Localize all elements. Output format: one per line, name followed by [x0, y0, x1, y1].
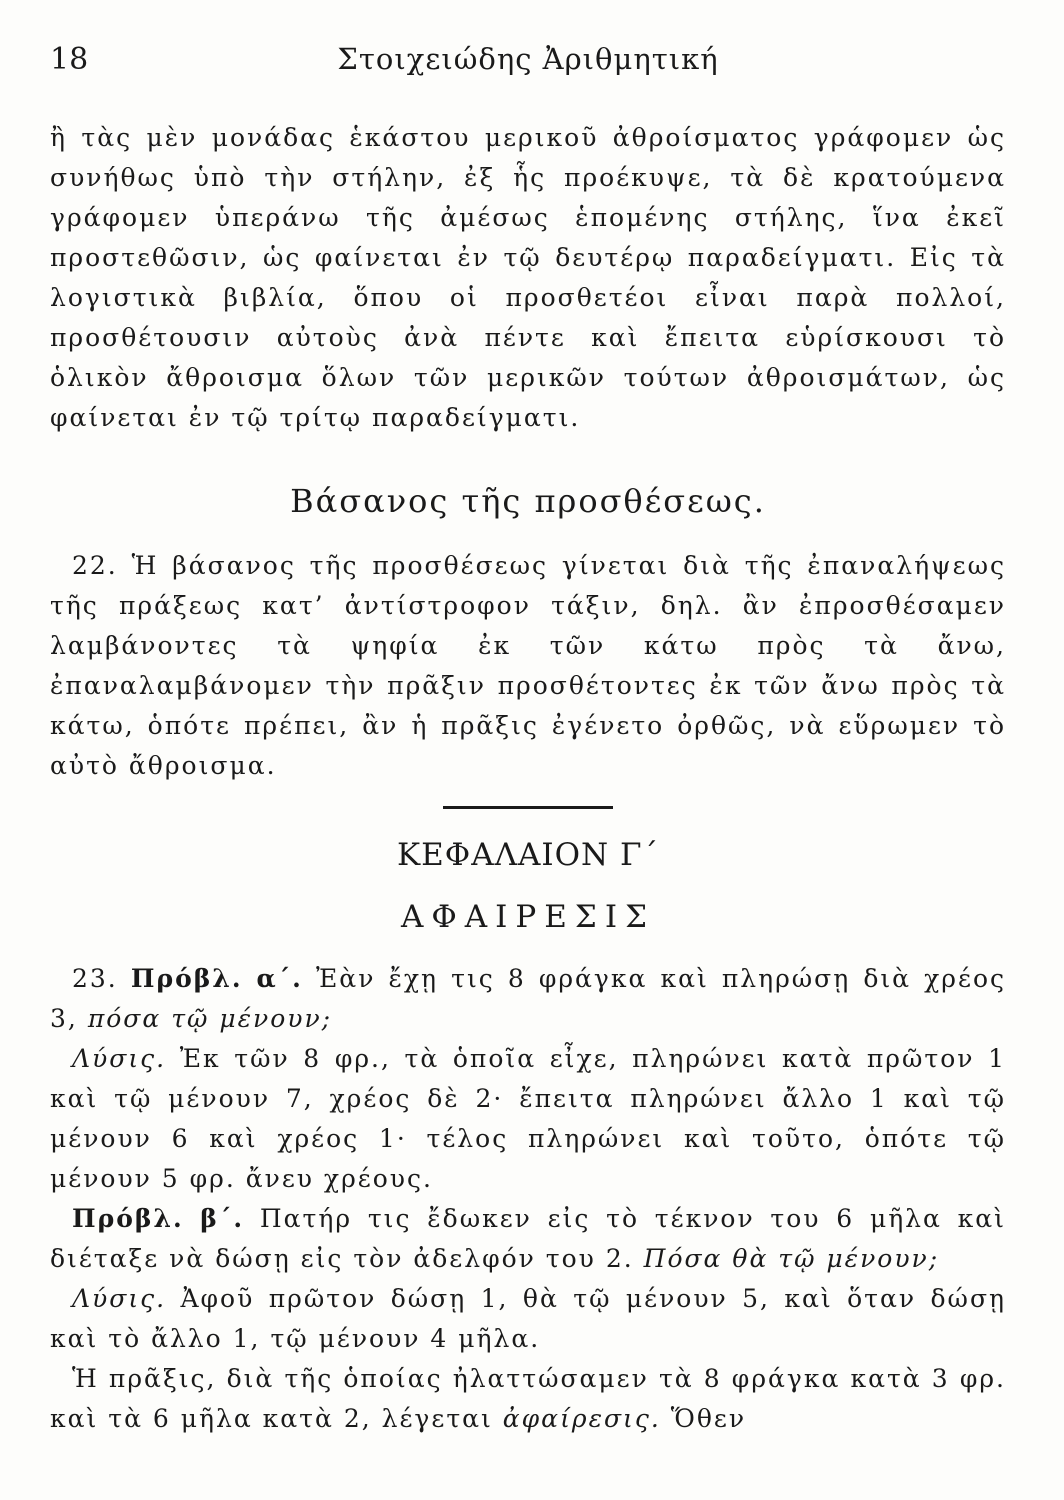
definition-tail: Ὅθεν — [670, 1404, 747, 1433]
page-header — [50, 42, 1006, 82]
problem-question: Πόσα θὰ τῷ μένουν; — [643, 1244, 940, 1273]
paragraph-number: 23. — [72, 964, 118, 993]
problem-question: πόσα τῷ μένουν; — [87, 1004, 333, 1033]
solution-2 — [50, 1279, 1006, 1359]
chapter-title: ΚΕΦΑΛΑΙΟΝ Γ΄ — [396, 837, 659, 873]
problem-2 — [50, 1199, 1006, 1279]
problem-label: Πρόβλ. β΄. — [72, 1204, 245, 1233]
running-title: Στοιχειώδης Ἀριθμητική — [337, 42, 719, 76]
section-divider — [443, 806, 613, 809]
page-body — [50, 118, 1006, 1439]
paragraph-22: 22. Ἡ βάσανος τῆς προσθέσεως γίνεται διὰ τῆς ἐπαναλήψεως τῆς πράξεως κατ’ ἀντίστροφον τάξιν, δηλ. ἂν ἐπροσθέσαμεν λαμβάνοντες τὰ ψηφία ἐκ τῶν κάτω πρὸς τὰ ἄνω, ἐπαναλαμβάνομεν τὴν πρᾶξιν προσθέτοντες ἐκ τῶν ἄνω πρὸς τὰ κάτω, ὁπότε πρέπει, ἂν ἡ πρᾶξις ἐγένετο ὀρθῶς, νὰ εὕρωμεν τὸ αὐτὸ ἄθροισμα. — [50, 551, 1006, 780]
paragraph-continuation: ἢ τὰς μὲν μονάδας ἑκάστου μερικοῦ ἀθροίσματος γράφομεν ὡς συνήθως ὑπὸ τὴν στήλην, ἐξ ἧς προέκυψε, τὰ δὲ κρατούμενα γράφομεν ὑπεράνω τῆς ἀμέσως ἑπομένης στήλης, ἵνα ἐκεῖ προστεθῶσιν, ὡς φαίνεται ἐν τῷ δευτέρῳ παραδείγματι. Εἰς τὰ λογιστικὰ βιβλία, ὅπου οἱ προσθετέοι εἶναι παρὰ πολλοί, προσθέτουσιν αὐτοὺς ἀνὰ πέντε καὶ ἔπειτα εὑρίσκουσι τὸ ὁλικὸν ἄθροισμα ὅλων τῶν μερικῶν τούτων ἀθροισμάτων, ὡς φαίνεται ἐν τῷ τρίτῳ παραδείγματι. — [50, 123, 1006, 432]
problem-text: Πατήρ τις ἔδωκεν εἰς τὸ τέκνον του 6 μῆλα καὶ διέταξε νὰ δώσῃ εἰς τὸν ἀδελφόν του 2. — [50, 1204, 1006, 1273]
solution-label: Λύσις. — [72, 1044, 167, 1073]
paragraph-23 — [50, 959, 1006, 1039]
page-number: 18 — [50, 42, 89, 77]
solution-1 — [50, 1039, 1006, 1199]
problem-text: Ἐὰν ἔχῃ τις 8 φράγκα καὶ πληρώσῃ διὰ χρέος 3, — [50, 964, 1006, 1033]
solution-label: Λύσις. — [72, 1284, 167, 1313]
solution-text: Ἐκ τῶν 8 φρ., τὰ ὁποῖα εἶχε, πληρώνει κατὰ πρῶτον 1 καὶ τῷ μένουν 7, χρέος δὲ 2· ἔπειτα πληρώνει ἄλλο 1 καὶ τῷ μένουν 6 καὶ χρέος 1· τέλος πληρώνει καὶ τοῦτο, ὁπότε τῷ μένουν 5 φρ. ἄνευ χρέους. — [50, 1044, 1006, 1193]
solution-text: Ἀφοῦ πρῶτον δώσῃ 1, θὰ τῷ μένουν 5, καὶ ὅταν δώσῃ καὶ τὸ ἄλλο 1, τῷ μένουν 4 μῆλα. — [50, 1284, 1006, 1353]
definition-term: ἀφαίρεσις. — [502, 1404, 661, 1433]
problem-label: Πρόβλ. α΄. — [130, 964, 303, 993]
section-title: Βάσανος τῆς προσθέσεως. — [290, 482, 766, 520]
definition-paragraph — [50, 1359, 1006, 1439]
chapter-subtitle: ΑΦΑΙΡΕΣΙΣ — [400, 899, 655, 935]
definition-text: Ἡ πρᾶξις, διὰ τῆς ὁποίας ἠλαττώσαμεν τὰ 8 φράγκα κατὰ 3 φρ. καὶ τὰ 6 μῆλα κατὰ 2, λέγεται — [50, 1364, 1006, 1433]
